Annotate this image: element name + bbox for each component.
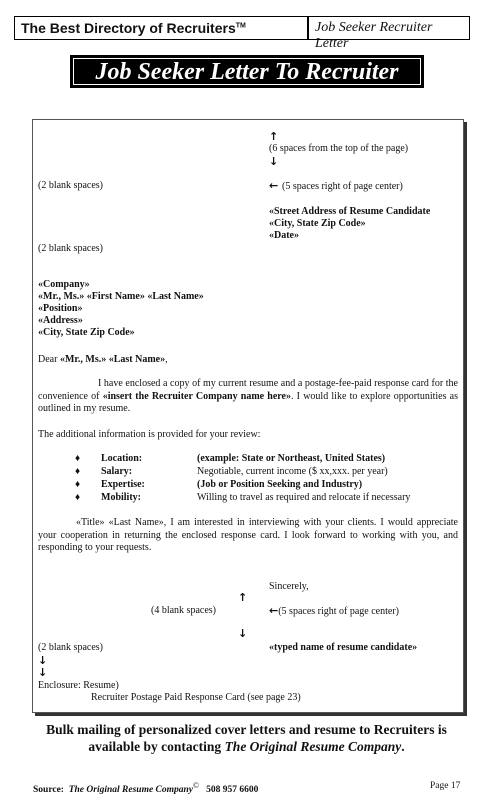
blank-spaces-note: (4 blank spaces) xyxy=(151,605,216,616)
sender-city: «City, State Zip Code» xyxy=(269,218,366,229)
enclosure-line-2: Recruiter Postage Paid Response Card (see page 23) xyxy=(91,692,301,703)
bullet-icon: ♦ xyxy=(75,466,81,477)
recipient-city: «City, State Zip Code» xyxy=(38,327,135,338)
additional-info-line: The additional information is provided for your review: xyxy=(38,429,261,440)
paragraph-closing: «Title» «Last Name», I am interested in interviewing with your clients. I would appreciate your cooperation in returning the enclosed response card. I look forward to working with you, and responding to your requests. xyxy=(38,517,458,553)
page-header xyxy=(14,16,470,51)
source-credit: Source: The Original Resume Company© 508 957 6600 xyxy=(33,781,259,796)
page-number: Page 17 xyxy=(430,781,461,791)
closing: Sincerely, xyxy=(269,581,309,592)
typed-name: «typed name of resume candidate» xyxy=(269,642,418,653)
bullet-value: (Job or Position Seeking and Industry) xyxy=(197,479,363,490)
bullet-icon: ♦ xyxy=(75,479,81,490)
header-divider xyxy=(307,17,309,39)
caption-line-2: available by contacting The Original Resume Company. xyxy=(88,739,405,754)
top-spaces-note: (6 spaces from the top of the page) xyxy=(269,143,409,154)
bulk-mailing-caption xyxy=(20,721,473,755)
recipient-name: «Mr., Ms.» «First Name» «Last Name» xyxy=(38,291,204,302)
paragraph-intro: I have enclosed a copy of my current resume and a postage-fee-paid response card for the convenience of «insert the Recruiter Company name here». I would like to explore opportunities as outlined in my resume. xyxy=(38,378,458,414)
bullet-label: Location: xyxy=(101,453,143,464)
salutation: Dear «Mr., Ms.» «Last Name», xyxy=(38,354,168,365)
recipient-address: «Address» xyxy=(38,315,83,326)
arrow-down-icon: ↓ xyxy=(38,654,48,667)
bullet-value: Willing to travel as required and relocate if necessary xyxy=(197,492,411,503)
section-title: Job Seeker Recruiter Letter xyxy=(315,20,433,51)
banner-title: Job Seeker Letter To Recruiter xyxy=(70,55,424,88)
blank-spaces-note: (2 blank spaces) xyxy=(38,180,103,191)
caption-line-1: Bulk mailing of personalized cover letters and resume to Recruiters is xyxy=(46,722,447,737)
trademark: TM xyxy=(235,22,246,30)
sender-street: «Street Address of Resume Candidate xyxy=(269,206,431,217)
arrow-down-icon: ↓ xyxy=(38,666,48,679)
arrow-up-icon: ↑ xyxy=(238,591,248,604)
letter-template xyxy=(32,119,464,713)
bullet-icon: ♦ xyxy=(75,492,81,503)
bullet-icon: ♦ xyxy=(75,453,81,464)
right-center-note: ← (5 spaces right of page center) xyxy=(269,179,403,192)
arrow-down-icon: ↓ xyxy=(269,155,279,168)
bullet-value: (example: State or Northeast, United States) xyxy=(197,453,386,464)
blank-spaces-note: (2 blank spaces) xyxy=(38,243,103,254)
right-center-note: ←(5 spaces right of page center) xyxy=(269,604,399,617)
arrow-down-icon: ↓ xyxy=(238,627,248,640)
bullet-label: Mobility: xyxy=(101,492,141,503)
enclosure-line: Enclosure: Resume) xyxy=(38,680,119,691)
directory-title: The Best Directory of Recruiters™ xyxy=(21,20,246,36)
arrow-up-icon: ↑ xyxy=(269,130,279,143)
bullet-label: Salary: xyxy=(101,466,133,477)
recipient-company: «Company» xyxy=(38,279,90,290)
recipient-position: «Position» xyxy=(38,303,83,314)
arrow-left-icon: ← xyxy=(269,604,279,617)
bullet-value: Negotiable, current income ($ xx,xxx. per year) xyxy=(197,466,388,477)
copyright-mark: © xyxy=(193,781,200,790)
arrow-left-icon: ← xyxy=(269,179,283,192)
blank-spaces-note: (2 blank spaces) xyxy=(38,642,103,653)
sender-date: «Date» xyxy=(269,230,299,241)
bullet-label: Expertise: xyxy=(101,479,145,490)
